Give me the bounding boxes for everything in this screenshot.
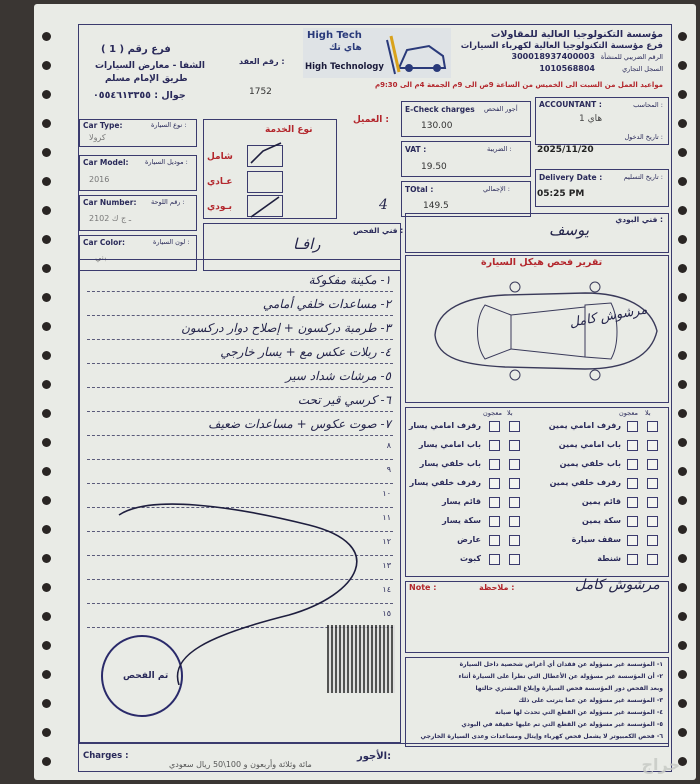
tractor-hole xyxy=(678,670,687,679)
finding-rule xyxy=(87,459,393,460)
service-checkmarks xyxy=(245,141,305,221)
tractor-hole xyxy=(678,322,687,331)
finding-item: ١٢ xyxy=(382,537,391,546)
checkbox-cut[interactable] xyxy=(489,497,500,508)
tractor-hole xyxy=(42,583,51,592)
tractor-hole xyxy=(42,728,51,737)
checkbox-cut[interactable] xyxy=(627,516,638,527)
checklist-item-right: سكة يمين xyxy=(582,516,621,525)
tractor-hole xyxy=(678,293,687,302)
tractor-hole xyxy=(678,554,687,563)
checkbox-paint[interactable] xyxy=(509,421,520,432)
delivery-value: 05:25 PM xyxy=(537,189,585,199)
finding-rule xyxy=(87,411,393,412)
total-value: 149.5 xyxy=(423,201,449,211)
tractor-hole xyxy=(678,438,687,447)
finding-item: ١٤ xyxy=(382,585,391,594)
finding-item: ٢- مساعدات خلفي أمامي xyxy=(262,297,391,311)
checkbox-paint[interactable] xyxy=(647,440,658,451)
checklist-item-left: كبوت xyxy=(460,554,481,563)
checklist-item-right: سقف سيارة xyxy=(571,535,621,544)
stamp-text: تم الفحص xyxy=(123,671,169,681)
tractor-hole xyxy=(42,641,51,650)
cr-label: السجل التجاري xyxy=(622,65,663,73)
tractor-holes-right xyxy=(672,4,694,780)
charges-text: مائة وثلاثة وأربعون و 100\50 ريال سعودي xyxy=(169,760,312,769)
checkbox-paint[interactable] xyxy=(647,478,658,489)
checkbox-paint[interactable] xyxy=(509,554,520,565)
tractor-hole xyxy=(42,206,51,215)
finding-item: ٤- ربلات عكس مع + يسار خارجي xyxy=(220,345,391,359)
company-logo xyxy=(303,28,451,78)
branch-line-1: الشفا - معارض السيارات xyxy=(95,61,205,71)
vat-value: 19.50 xyxy=(421,162,447,172)
car-type-value: كرولا xyxy=(89,133,106,142)
checkbox-paint[interactable] xyxy=(647,497,658,508)
tractor-hole xyxy=(42,235,51,244)
working-hours: مواعيد العمل من السبت الى الخميس من الساعة 9ص الى 9م الجمعة 4م الى 9:30م xyxy=(374,81,663,89)
tractor-hole xyxy=(42,757,51,766)
service-body-label: بـودي xyxy=(207,202,232,212)
accountant-value: هاي 1 xyxy=(579,114,603,124)
tractor-hole xyxy=(42,409,51,418)
finding-item: ٧- صوت عكوس + مساعدات ضعيف xyxy=(208,417,391,431)
watermark: حراج xyxy=(641,755,680,774)
tractor-hole xyxy=(678,61,687,70)
company-branch-name: فرع مؤسسة التكنولوجيا العالية لكهرباء السيارات xyxy=(460,41,663,51)
tractor-hole xyxy=(678,148,687,157)
checkbox-cut[interactable] xyxy=(627,478,638,489)
car-model-label-ar: موديل السيارة : xyxy=(145,158,188,166)
finding-item: ٩ xyxy=(386,465,391,474)
checkbox-cut[interactable] xyxy=(489,478,500,489)
checklist-item-right: شنطة xyxy=(597,554,621,563)
logo-text-high-technology: High Technology xyxy=(305,62,384,72)
tractor-hole xyxy=(42,525,51,534)
term-item: ١- المؤسسة غير مسؤولة عن فقدان أي أغراض شخصية داخل السيارة xyxy=(459,661,663,668)
finding-rule xyxy=(87,483,393,484)
paper-sheet xyxy=(34,4,696,780)
car-model-value: 2016 xyxy=(89,175,110,184)
tractor-hole xyxy=(42,293,51,302)
cr-number: 1010568804 xyxy=(539,64,595,73)
tractor-hole xyxy=(42,351,51,360)
echeck-value: 130.00 xyxy=(421,121,453,131)
finding-item: ١٥ xyxy=(382,609,391,618)
vat-label: VAT : xyxy=(405,145,427,154)
checklist-item-right: باب خلفي يمين xyxy=(559,459,621,468)
checklist-item-right: رفرف امامي يمين xyxy=(548,421,621,430)
car-type-label: Car Type: xyxy=(83,121,123,130)
checkin-label: تاريخ الدخول : xyxy=(624,133,663,141)
tractor-hole xyxy=(678,467,687,476)
checkbox-paint[interactable] xyxy=(647,516,658,527)
tractor-hole xyxy=(678,90,687,99)
car-color-value: بني xyxy=(95,253,107,262)
echeck-label-ar: أجور الفحص xyxy=(484,105,518,113)
body-tech-value: يوسف xyxy=(549,221,590,239)
finding-item: ١٠ xyxy=(382,489,391,498)
tax-number: 300018937400003 xyxy=(511,52,595,61)
branch-line-2: طريق الإمام مسلم xyxy=(105,74,188,84)
checkbox-paint[interactable] xyxy=(509,516,520,527)
tractor-hole xyxy=(42,670,51,679)
tractor-hole xyxy=(678,32,687,41)
accountant-label-ar: المحاسب : xyxy=(633,101,663,109)
checkbox-cut[interactable] xyxy=(489,440,500,451)
tractor-hole xyxy=(678,351,687,360)
car-diagram-note: مرشوش كامل xyxy=(568,302,649,331)
tractor-hole xyxy=(42,32,51,41)
charges-label-ar: الأجور: xyxy=(357,751,392,762)
term-item: وبعد الفحص دور المؤسسة فحص السيارة وإبلاغ المشتري حالتها xyxy=(475,685,663,692)
checkbox-paint[interactable] xyxy=(647,421,658,432)
tractor-hole xyxy=(678,409,687,418)
finding-item: ٦- كرسي قير تحت xyxy=(297,393,391,407)
checklist-item-left: رفرف خلفي يسار xyxy=(409,478,481,487)
tractor-hole xyxy=(42,554,51,563)
tractor-hole xyxy=(678,235,687,244)
term-item: ٤- المؤسسة غير مسؤولة عن القطع التي تحدث لها صيانة xyxy=(494,709,663,716)
receipt-number-label: رقم العقد : xyxy=(239,57,285,66)
tractor-hole xyxy=(678,264,687,273)
tractor-hole xyxy=(678,206,687,215)
service-type-label: نوع الخدمة xyxy=(265,125,313,135)
total-label-ar: الإجمالي : xyxy=(483,185,510,193)
delivery-label: Delivery Date : xyxy=(539,173,603,182)
tractor-hole xyxy=(678,496,687,505)
service-normal-label: عـادي xyxy=(207,177,233,187)
vat-label-ar: الضريبة : xyxy=(487,145,512,153)
tractor-hole xyxy=(42,90,51,99)
checkbox-cut[interactable] xyxy=(489,459,500,470)
checklist-item-right: باب امامي يمين xyxy=(558,440,621,449)
company-name: مؤسسة التكنولوجيا العالية للمقاولات xyxy=(490,29,663,40)
car-color-label: Car Color: xyxy=(83,238,125,247)
checkbox-cut[interactable] xyxy=(627,535,638,546)
tractor-hole xyxy=(678,612,687,621)
car-diagram xyxy=(415,275,665,385)
checklist-header-paint-right: بلا xyxy=(645,409,651,417)
checkbox-cut[interactable] xyxy=(489,554,500,565)
finding-rule xyxy=(87,315,393,316)
term-item: ٥- المؤسسة غير مسؤولة عن القطع التي تم عليها حقيقة في البودي xyxy=(461,721,663,728)
checklist-item-right: قائم يمين xyxy=(581,497,621,506)
receipt-number: 1752 xyxy=(249,87,272,97)
term-item: ٦- فحص الكمبيوتر لا يشمل فحص كهرباء وإيتال ومساعدات وعدى السيارة الخارجي xyxy=(420,733,663,740)
checklist-header-cut-right: معجون xyxy=(619,409,638,417)
tractor-hole xyxy=(42,177,51,186)
tractor-hole xyxy=(42,438,51,447)
checklist-item-left: قائم يسار xyxy=(441,497,481,506)
tractor-hole xyxy=(42,496,51,505)
tractor-hole xyxy=(42,467,51,476)
checkbox-cut[interactable] xyxy=(489,535,500,546)
body-report-title: تقرير فحص هيكل السيارة xyxy=(481,257,603,268)
checkbox-paint[interactable] xyxy=(647,459,658,470)
tax-label: الرقم الضريبي للمنشأة xyxy=(600,53,663,61)
checklist-item-left: رفرف امامي يسار xyxy=(408,421,481,430)
finding-item: ١- مكينة مفكوكة xyxy=(308,273,391,287)
checkin-value: 2025/11/20 xyxy=(537,145,594,155)
branch-title: فرع رقم ( 1 ) xyxy=(101,44,171,55)
checkbox-paint[interactable] xyxy=(509,535,520,546)
crossout-scribble xyxy=(109,485,409,685)
checklist-header-cut-left: معجون xyxy=(483,409,502,417)
tractor-hole xyxy=(42,612,51,621)
finding-rule xyxy=(87,435,393,436)
branch-phone: جوال : ٠٥٥٤٦١٣٣٥٥ xyxy=(93,90,186,101)
car-model-label: Car Model: xyxy=(83,158,129,167)
checkbox-paint[interactable] xyxy=(509,459,520,470)
logo-text-high-tech: High Tech xyxy=(307,30,362,41)
checkbox-cut[interactable] xyxy=(627,554,638,565)
charges-label: Charges : xyxy=(83,751,129,761)
finding-item: ١٣ xyxy=(382,561,391,570)
note-label-ar: ملاحظة : xyxy=(479,583,515,592)
finding-rule xyxy=(87,291,393,292)
checkbox-cut[interactable] xyxy=(627,421,638,432)
service-full-label: شامل xyxy=(207,152,233,162)
tractor-hole xyxy=(678,177,687,186)
finding-item: ٣- طرمبة دركسون + إصلاح دوار دركسون xyxy=(181,321,391,335)
checkbox-paint[interactable] xyxy=(509,440,520,451)
tractor-hole xyxy=(678,525,687,534)
tech-label: فني الفحص : xyxy=(353,226,404,235)
inspection-form xyxy=(78,24,672,772)
checklist-item-left: سكة يسار xyxy=(442,516,481,525)
checklist-item-left: باب خلفي يسار xyxy=(419,459,481,468)
tractor-hole xyxy=(42,61,51,70)
echeck-label: E-Check charges xyxy=(405,105,475,114)
tractor-hole xyxy=(42,380,51,389)
tractor-hole xyxy=(42,119,51,128)
checkbox-cut[interactable] xyxy=(627,440,638,451)
finding-item: ١١ xyxy=(382,513,391,522)
checkbox-cut[interactable] xyxy=(489,516,500,527)
logo-text-arabic: هاي تك xyxy=(329,43,362,53)
tractor-hole xyxy=(42,699,51,708)
checklist-item-left: باب امامي يسار xyxy=(418,440,481,449)
tractor-hole xyxy=(42,264,51,273)
checkbox-paint[interactable] xyxy=(647,535,658,546)
checkbox-paint[interactable] xyxy=(509,478,520,489)
checklist-header-paint-left: بلا xyxy=(507,409,513,417)
tractor-hole xyxy=(42,148,51,157)
tractor-hole xyxy=(678,641,687,650)
checklist-item-left: عارض xyxy=(457,535,481,544)
checkbox-cut[interactable] xyxy=(627,459,638,470)
car-number-label: Car Number: xyxy=(83,198,137,207)
delivery-label-ar: تاريخ التسليم : xyxy=(623,173,663,181)
checkbox-paint[interactable] xyxy=(647,554,658,565)
tractor-hole xyxy=(678,699,687,708)
finding-item: ٨ xyxy=(386,441,391,450)
accountant-label: ACCOUNTANT : xyxy=(539,100,602,109)
checkbox-cut[interactable] xyxy=(627,497,638,508)
tractor-hole xyxy=(42,322,51,331)
note-value: مرشوش كامل xyxy=(575,577,660,593)
customer-label: العميل : xyxy=(353,115,390,125)
car-number-label-ar: رقم اللوحة : xyxy=(151,198,185,206)
total-label: TOtal : xyxy=(405,185,434,194)
car-number-value: 2102 ـ ج ك xyxy=(89,214,132,223)
finding-item: ٥- مرشات شداد سير xyxy=(285,369,391,383)
finding-rule xyxy=(87,339,393,340)
checkbox-paint[interactable] xyxy=(509,497,520,508)
note-label: Note : xyxy=(409,583,437,592)
customer-number-mark: 4 xyxy=(379,197,388,213)
body-tech-label: فني البودي : xyxy=(615,215,663,224)
tractor-holes-left xyxy=(36,4,58,780)
checkbox-cut[interactable] xyxy=(489,421,500,432)
tractor-hole xyxy=(678,583,687,592)
checklist-box xyxy=(405,407,669,577)
tech-value: رافـا xyxy=(293,235,321,253)
tractor-hole xyxy=(678,728,687,737)
finding-rule xyxy=(87,387,393,388)
car-color-label-ar: لون السيارة : xyxy=(153,238,190,246)
checklist-item-right: رفرف خلفي يمين xyxy=(549,478,621,487)
term-item: ٢- أن المؤسسة غير مسؤولة عن الأعطال التي تطرأ على السيارة أثناء xyxy=(458,673,663,680)
tractor-hole xyxy=(678,380,687,389)
tractor-hole xyxy=(678,119,687,128)
car-type-label-ar: نوع السيارة : xyxy=(151,121,187,129)
term-item: ٣- المؤسسة غير مسؤولة عن عما يترتب على ذلك xyxy=(518,697,663,704)
finding-rule xyxy=(87,363,393,364)
